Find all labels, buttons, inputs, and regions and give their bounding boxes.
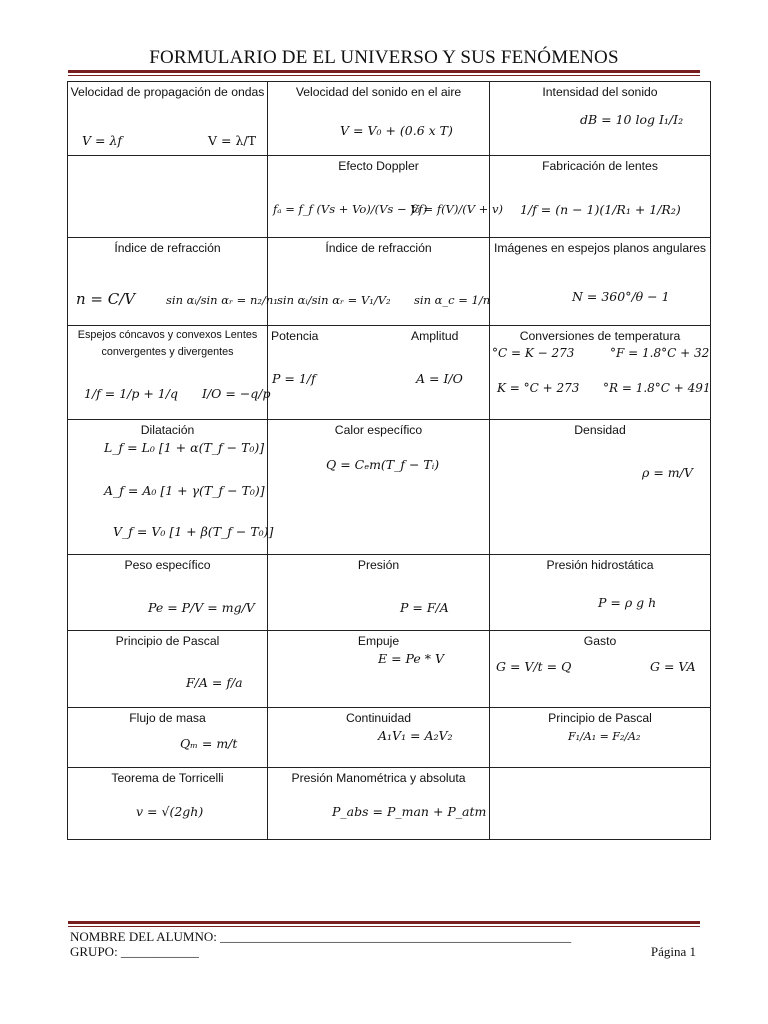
cell-espejos-planos	[490, 238, 711, 326]
formula: P_abs = P_man + P_atm	[332, 804, 487, 819]
formula: ρ = m/V	[642, 465, 693, 480]
formula: Qₘ = m/t	[180, 736, 238, 751]
formula: I/O = −q/p	[202, 386, 271, 401]
cell-heading: Principio de Pascal	[548, 711, 652, 725]
cell-heading: Presión Manométrica y absoluta	[291, 771, 466, 785]
cell-velocidad-sonido	[268, 82, 490, 156]
formula: V = λ/T	[208, 133, 256, 148]
cell-empuje	[268, 631, 490, 708]
student-name-line: NOMBRE DEL ALUMNO: ______________________________________________________	[70, 929, 572, 944]
cell-heading: Velocidad de propagación de ondas	[70, 85, 265, 99]
cell-gasto	[490, 631, 711, 708]
cell-heading: Gasto	[583, 634, 617, 648]
cell-heading: Dilatación	[140, 423, 195, 437]
formula: n = C/V	[76, 290, 136, 308]
formula: °F = 1.8°C + 32	[610, 346, 710, 360]
cell-principio-pascal-1	[68, 631, 268, 708]
title-divider	[68, 70, 700, 76]
cell-velocidad-ondas	[68, 82, 268, 156]
footer-divider	[68, 921, 700, 927]
cell-heading: Presión hidrostática	[546, 558, 654, 572]
formula: 1/f = 1/p + 1/q	[84, 386, 178, 401]
cell-heading: Peso específico	[124, 558, 211, 572]
formula: sin αᵢ/sin αᵣ = V₁/V₂	[277, 293, 391, 307]
cell-peso-especifico	[68, 555, 268, 631]
cell-presion	[268, 555, 490, 631]
page-number: Página 1	[650, 944, 696, 959]
cell-heading: Velocidad del sonido en el aire	[295, 85, 462, 99]
cell-heading: Índice de refracción	[114, 241, 221, 255]
formula: A₁V₁ = A₂V₂	[378, 728, 453, 743]
formula: 1/f = (n − 1)(1/R₁ + 1/R₂)	[520, 202, 681, 217]
cell-intensidad-sonido	[490, 82, 711, 156]
cell-heading: Principio de Pascal	[115, 634, 220, 648]
cell-heading: Calor específico	[334, 423, 423, 437]
cell-empty	[68, 156, 268, 238]
cell-calor-especifico	[268, 420, 490, 555]
formula: sin α_c = 1/n	[414, 293, 491, 307]
formula: P = ρ g h	[598, 595, 657, 610]
formula: F₁/A₁ = F₂/A₂	[568, 730, 641, 743]
group-line: GRUPO: ____________	[70, 944, 199, 959]
cell-conversiones-temperatura	[490, 326, 711, 420]
formula: K = °C + 273	[497, 381, 580, 395]
table-row	[68, 326, 711, 420]
formula: A_f = A₀ [1 + γ(T_f − T₀)]	[104, 483, 265, 498]
formula: N = 360°/θ − 1	[572, 289, 670, 304]
cell-indice-refraccion-1	[68, 238, 278, 326]
formula: sin αᵢ/sin αᵣ = n₂/n₁	[166, 293, 278, 307]
cell-heading-potencia: Potencia	[271, 329, 319, 343]
cell-heading: Flujo de masa	[129, 711, 206, 725]
formula: F/A = f/a	[186, 675, 243, 690]
formula: V = V₀ + (0.6 x T)	[340, 123, 453, 138]
formula: v = √(2gh)	[136, 804, 204, 819]
formula: fₐ = f_f (Vs + Vo)/(Vs − Vf)	[273, 202, 428, 216]
cell-efecto-doppler	[268, 156, 503, 238]
page-title: FORMULARIO DE EL UNIVERSO Y SUS FENÓMENOS	[149, 47, 619, 68]
formula: A = I/O	[416, 371, 463, 386]
cell-torricelli	[68, 768, 268, 840]
table-row	[68, 768, 711, 840]
formula: V = λf	[82, 133, 122, 148]
formula: G = V/t = Q	[496, 659, 572, 674]
cell-heading: Densidad	[574, 423, 626, 437]
cell-heading: Efecto Doppler	[338, 159, 419, 173]
cell-heading: Intensidad del sonido	[542, 85, 658, 99]
cell-presion-manometrica	[268, 768, 490, 840]
table-row	[68, 555, 711, 631]
cell-principio-pascal-2	[490, 708, 711, 768]
formula: Pe = P/V = mg/V	[148, 600, 255, 615]
cell-potencia-amplitud	[268, 326, 490, 420]
cell-flujo-masa	[68, 708, 268, 768]
cell-dilatacion	[68, 420, 274, 555]
table-row	[68, 631, 711, 708]
formula: G = VA	[650, 659, 696, 674]
cell-heading: Presión	[357, 558, 400, 572]
formula: P = 1/f	[272, 371, 316, 386]
table-row	[68, 238, 711, 326]
formula: L_f = L₀ [1 + α(T_f − T₀)]	[104, 440, 265, 455]
cell-heading: Índice de refracción	[325, 241, 432, 255]
formula: °C = K − 273	[492, 346, 575, 360]
formula: Q = Cₑm(T_f − Tᵢ)	[326, 457, 440, 472]
formula: E = Pe * V	[378, 651, 445, 666]
formula: °R = 1.8°C + 491	[603, 381, 711, 395]
formula: P = F/A	[400, 600, 449, 615]
cell-empty	[490, 768, 711, 840]
cell-heading: Continuidad	[345, 711, 412, 725]
table-row	[68, 708, 711, 768]
formula: V_f = V₀ [1 + β(T_f − T₀)]	[113, 524, 274, 539]
cell-heading-amplitud: Amplitud	[411, 329, 459, 343]
cell-heading: Fabricación de lentes	[542, 159, 658, 173]
cell-heading: Empuje	[357, 634, 400, 648]
table-row	[68, 420, 711, 555]
cell-fabricacion-lentes	[490, 156, 711, 238]
cell-heading: Conversiones de temperatura	[519, 329, 681, 343]
table-row	[68, 82, 711, 156]
cell-espejos-lentes	[68, 326, 271, 420]
cell-heading: Espejos cóncavos y convexos Lentes convergentes y divergentes	[77, 329, 258, 359]
formula: dB = 10 log I₁/I₂	[580, 112, 684, 127]
cell-densidad	[490, 420, 711, 555]
formula-table	[67, 81, 711, 840]
table-row	[68, 156, 711, 238]
cell-heading: Imágenes en espejos planos angulares	[493, 241, 707, 255]
cell-presion-hidrostatica	[490, 555, 711, 631]
formula: f₀ = f(V)/(V + v)	[411, 202, 503, 216]
cell-continuidad	[268, 708, 490, 768]
cell-heading: Teorema de Torricelli	[111, 771, 224, 785]
cell-indice-refraccion-2	[268, 238, 490, 326]
